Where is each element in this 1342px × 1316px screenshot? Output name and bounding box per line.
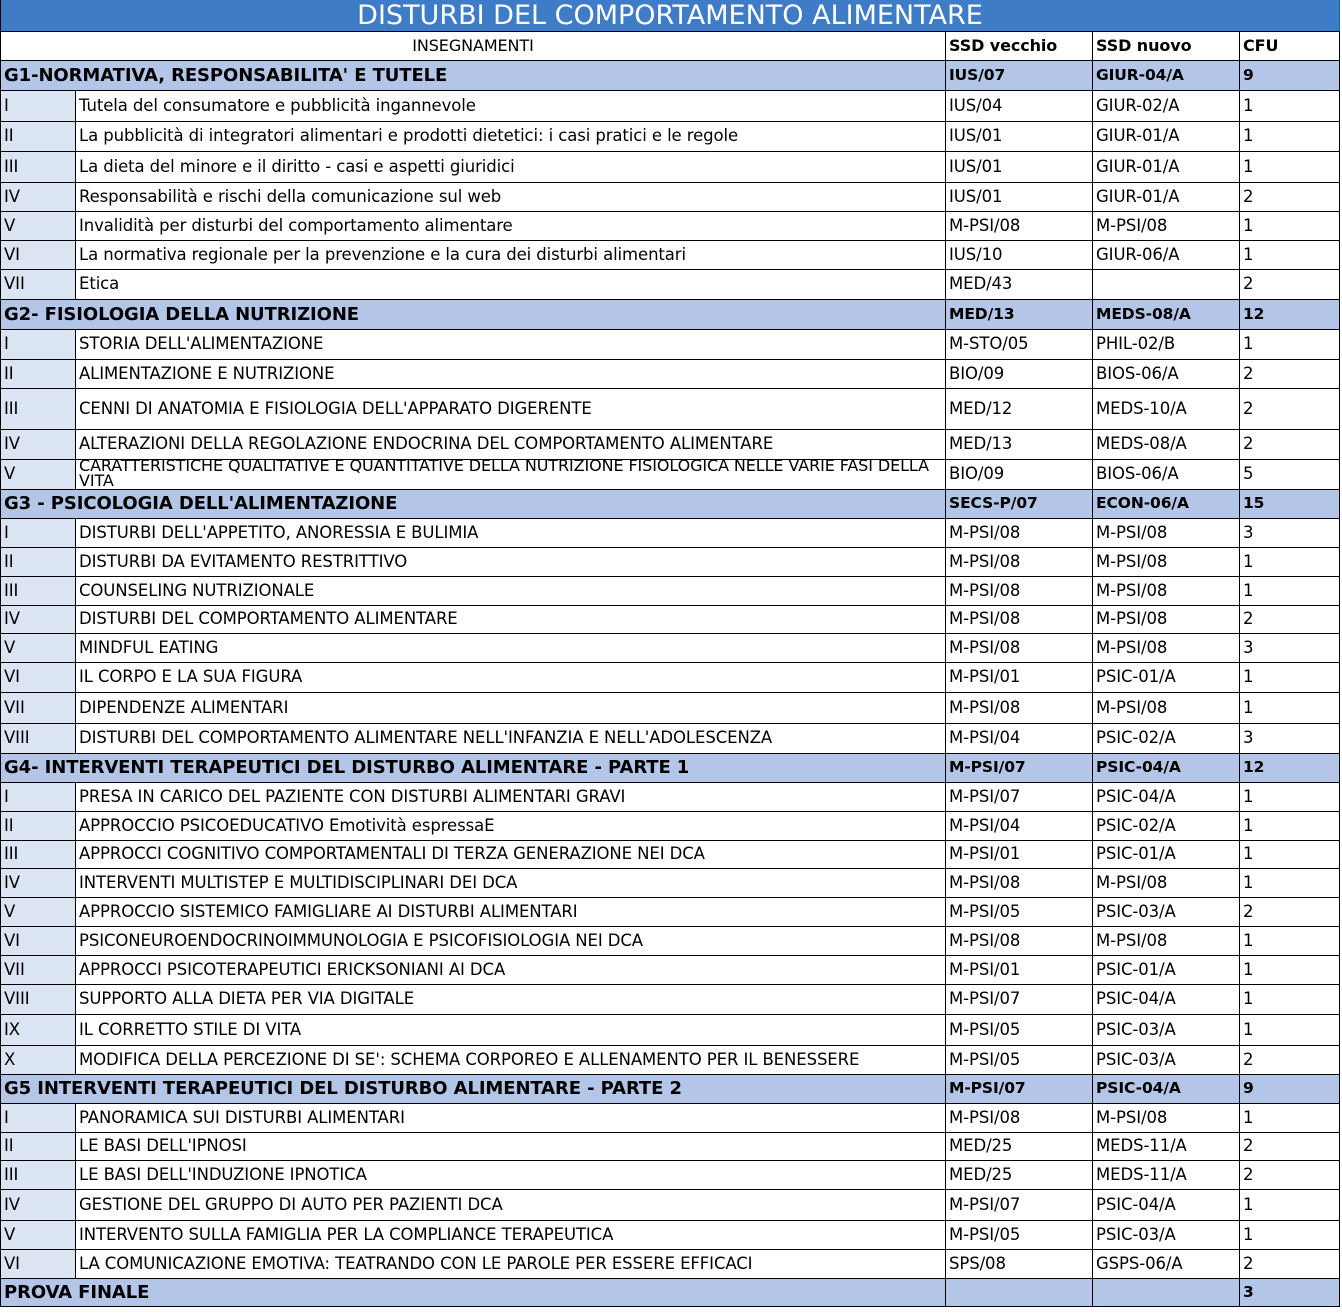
ssd-new-cell: PSIC-03/A bbox=[1093, 1221, 1240, 1250]
table-row bbox=[0, 270, 1340, 300]
cfu-cell: 2 bbox=[1240, 1250, 1340, 1279]
cfu-cell: 1 bbox=[1240, 577, 1340, 606]
row-index: I bbox=[0, 1104, 76, 1133]
table-row bbox=[0, 330, 1340, 360]
ssd-old-cell: M-PSI/08 bbox=[946, 577, 1093, 606]
cfu-cell: 2 bbox=[1240, 270, 1340, 300]
ssd-old-cell: MED/25 bbox=[946, 1133, 1093, 1161]
ssd-old-cell: M-PSI/07 bbox=[946, 783, 1093, 812]
course-name: DISTURBI DEL COMPORTAMENTO ALIMENTARE NELL'INFANZIA E NELL'ADOLESCENZA bbox=[76, 724, 946, 754]
course-name: STORIA DELL'ALIMENTAZIONE bbox=[76, 330, 946, 360]
ssd-new-cell: PHIL-02/B bbox=[1093, 330, 1240, 360]
ssd-new-cell: M-PSI/08 bbox=[1093, 634, 1240, 663]
cfu-cell: 3 bbox=[1240, 634, 1340, 663]
course-name: La dieta del minore e il diritto - casi e aspetti giuridici bbox=[76, 152, 946, 183]
course-name: GESTIONE DEL GRUPPO DI AUTO PER PAZIENTI DCA bbox=[76, 1190, 946, 1221]
ssd-new-cell: M-PSI/08 bbox=[1093, 1104, 1240, 1133]
ssd-old-cell: BIO/09 bbox=[946, 360, 1093, 389]
ssd-old-cell: MED/13 bbox=[946, 300, 1093, 330]
cfu-cell: 12 bbox=[1240, 754, 1340, 783]
group-row bbox=[0, 61, 1340, 91]
course-name: CENNI DI ANATOMIA E FISIOLOGIA DELL'APPARATO DIGERENTE bbox=[76, 389, 946, 430]
group-name: G2- FISIOLOGIA DELLA NUTRIZIONE bbox=[0, 300, 946, 330]
table-row bbox=[0, 212, 1340, 241]
course-name: APPROCCI PSICOTERAPEUTICI ERICKSONIANI AI DCA bbox=[76, 956, 946, 985]
ssd-old-cell: M-PSI/08 bbox=[946, 212, 1093, 241]
ssd-new-cell: PSIC-03/A bbox=[1093, 1015, 1240, 1046]
table-row bbox=[0, 663, 1340, 693]
ssd-new-cell: MEDS-08/A bbox=[1093, 300, 1240, 330]
table-row bbox=[0, 1161, 1340, 1190]
ssd-old-cell: M-PSI/08 bbox=[946, 519, 1093, 548]
group-row bbox=[0, 1075, 1340, 1104]
ssd-new-cell: PSIC-01/A bbox=[1093, 956, 1240, 985]
ssd-new-cell: PSIC-03/A bbox=[1093, 1046, 1240, 1075]
table-row bbox=[0, 1133, 1340, 1161]
row-index: V bbox=[0, 1221, 76, 1250]
header-insegnamenti: INSEGNAMENTI bbox=[0, 32, 946, 61]
course-name bbox=[76, 460, 946, 490]
course-name: IL CORPO E LA SUA FIGURA bbox=[76, 663, 946, 693]
group-row bbox=[0, 754, 1340, 783]
group-name: G4- INTERVENTI TERAPEUTICI DEL DISTURBO ALIMENTARE - PARTE 1 bbox=[0, 754, 946, 783]
row-index: VI bbox=[0, 1250, 76, 1279]
course-name: DIPENDENZE ALIMENTARI bbox=[76, 693, 946, 724]
cfu-cell: 2 bbox=[1240, 1046, 1340, 1075]
ssd-new-cell: PSIC-02/A bbox=[1093, 812, 1240, 841]
ssd-new-cell: PSIC-04/A bbox=[1093, 985, 1240, 1015]
table-row bbox=[0, 360, 1340, 389]
table-row bbox=[0, 241, 1340, 270]
cfu-cell: 1 bbox=[1240, 956, 1340, 985]
cfu-cell: 15 bbox=[1240, 490, 1340, 519]
row-index: IX bbox=[0, 1015, 76, 1046]
header-cfu: CFU bbox=[1240, 32, 1340, 61]
ssd-new-cell: PSIC-03/A bbox=[1093, 898, 1240, 927]
ssd-new-cell: GIUR-01/A bbox=[1093, 122, 1240, 152]
row-index: I bbox=[0, 330, 76, 360]
table-row bbox=[0, 577, 1340, 606]
table-row bbox=[0, 1104, 1340, 1133]
table-row bbox=[0, 927, 1340, 956]
cfu-cell: 1 bbox=[1240, 663, 1340, 693]
cfu-cell: 2 bbox=[1240, 606, 1340, 634]
ssd-new-cell: GIUR-04/A bbox=[1093, 61, 1240, 91]
course-name: APPROCCIO SISTEMICO FAMIGLIARE AI DISTURBI ALIMENTARI bbox=[76, 898, 946, 927]
cfu-cell: 9 bbox=[1240, 61, 1340, 91]
final-row bbox=[0, 1279, 1340, 1307]
cfu-cell: 2 bbox=[1240, 1161, 1340, 1190]
table-row bbox=[0, 634, 1340, 663]
course-name: PANORAMICA SUI DISTURBI ALIMENTARI bbox=[76, 1104, 946, 1133]
row-index: III bbox=[0, 389, 76, 430]
ssd-old-cell: SECS-P/07 bbox=[946, 490, 1093, 519]
ssd-new-cell bbox=[1093, 270, 1240, 300]
cfu-cell: 1 bbox=[1240, 212, 1340, 241]
group-name: G5 INTERVENTI TERAPEUTICI DEL DISTURBO ALIMENTARE - PARTE 2 bbox=[0, 1075, 946, 1104]
course-name: PRESA IN CARICO DEL PAZIENTE CON DISTURBI ALIMENTARI GRAVI bbox=[76, 783, 946, 812]
table-row bbox=[0, 1221, 1340, 1250]
course-name: Tutela del consumatore e pubblicità ingannevole bbox=[76, 91, 946, 122]
course-name: DISTURBI DA EVITAMENTO RESTRITTIVO bbox=[76, 548, 946, 577]
course-name: LE BASI DELL'IPNOSI bbox=[76, 1133, 946, 1161]
row-index: II bbox=[0, 812, 76, 841]
ssd-old-cell: M-PSI/08 bbox=[946, 927, 1093, 956]
table-row bbox=[0, 956, 1340, 985]
ssd-new-cell: ECON-06/A bbox=[1093, 490, 1240, 519]
cfu-cell: 1 bbox=[1240, 122, 1340, 152]
cfu-cell: 1 bbox=[1240, 1015, 1340, 1046]
cfu-cell: 1 bbox=[1240, 869, 1340, 898]
ssd-new-cell: BIOS-06/A bbox=[1093, 460, 1240, 490]
ssd-new-cell: PSIC-02/A bbox=[1093, 724, 1240, 754]
group-name: G3 - PSICOLOGIA DELL'ALIMENTAZIONE bbox=[0, 490, 946, 519]
ssd-old-cell: M-PSI/04 bbox=[946, 812, 1093, 841]
course-name: LE BASI DELL'INDUZIONE IPNOTICA bbox=[76, 1161, 946, 1190]
ssd-old-cell: IUS/10 bbox=[946, 241, 1093, 270]
ssd-new-cell: M-PSI/08 bbox=[1093, 577, 1240, 606]
row-index: VII bbox=[0, 956, 76, 985]
ssd-old-cell: BIO/09 bbox=[946, 460, 1093, 490]
course-name: La pubblicità di integratori alimentari e prodotti dietetici: i casi pratici e le regole bbox=[76, 122, 946, 152]
ssd-new-cell: M-PSI/08 bbox=[1093, 548, 1240, 577]
table-row bbox=[0, 430, 1340, 460]
course-name-text: CARATTERISTICHE QUALITATIVE E QUANTITATIVE DELLA NUTRIZIONE FISIOLOGICA NELLE VARIE FASI DELLA VITA bbox=[79, 460, 929, 490]
course-name: IL CORRETTO STILE DI VITA bbox=[76, 1015, 946, 1046]
ssd-old-cell: IUS/01 bbox=[946, 122, 1093, 152]
row-index: IV bbox=[0, 183, 76, 212]
ssd-new-cell: PSIC-01/A bbox=[1093, 841, 1240, 869]
row-index: III bbox=[0, 841, 76, 869]
ssd-new-cell: PSIC-01/A bbox=[1093, 663, 1240, 693]
table-title: DISTURBI DEL COMPORTAMENTO ALIMENTARE bbox=[0, 0, 1340, 32]
row-index: X bbox=[0, 1046, 76, 1075]
row-index: VI bbox=[0, 663, 76, 693]
ssd-old-cell: IUS/01 bbox=[946, 183, 1093, 212]
group-row bbox=[0, 300, 1340, 330]
header-ssd-vecchio: SSD vecchio bbox=[946, 32, 1093, 61]
cfu-cell: 12 bbox=[1240, 300, 1340, 330]
cfu-cell: 1 bbox=[1240, 783, 1340, 812]
course-name: DISTURBI DEL COMPORTAMENTO ALIMENTARE bbox=[76, 606, 946, 634]
course-name: ALTERAZIONI DELLA REGOLAZIONE ENDOCRINA DEL COMPORTAMENTO ALIMENTARE bbox=[76, 430, 946, 460]
ssd-old-cell: M-PSI/07 bbox=[946, 1075, 1093, 1104]
ssd-new-cell: GSPS-06/A bbox=[1093, 1250, 1240, 1279]
ssd-old-cell: M-PSI/05 bbox=[946, 1015, 1093, 1046]
ssd-new-cell: GIUR-01/A bbox=[1093, 152, 1240, 183]
cfu-cell: 3 bbox=[1240, 519, 1340, 548]
ssd-new-cell: PSIC-04/A bbox=[1093, 783, 1240, 812]
cfu-cell: 2 bbox=[1240, 183, 1340, 212]
ssd-new-cell: M-PSI/08 bbox=[1093, 519, 1240, 548]
ssd-old-cell: M-PSI/07 bbox=[946, 754, 1093, 783]
table-row bbox=[0, 548, 1340, 577]
cfu-cell: 1 bbox=[1240, 693, 1340, 724]
ssd-old-cell: M-PSI/07 bbox=[946, 1190, 1093, 1221]
row-index: VIII bbox=[0, 724, 76, 754]
ssd-old-cell: M-PSI/05 bbox=[946, 898, 1093, 927]
row-index: III bbox=[0, 1161, 76, 1190]
row-index: I bbox=[0, 91, 76, 122]
cfu-cell: 5 bbox=[1240, 460, 1340, 490]
table-row bbox=[0, 812, 1340, 841]
ssd-new-cell: M-PSI/08 bbox=[1093, 606, 1240, 634]
course-name: INTERVENTI MULTISTEP E MULTIDISCIPLINARI DEI DCA bbox=[76, 869, 946, 898]
ssd-old-cell: IUS/01 bbox=[946, 152, 1093, 183]
ssd-old-cell: M-PSI/05 bbox=[946, 1046, 1093, 1075]
table-row bbox=[0, 898, 1340, 927]
header-row bbox=[0, 32, 1340, 61]
ssd-old-cell: IUS/04 bbox=[946, 91, 1093, 122]
table-row bbox=[0, 783, 1340, 812]
header-ssd-nuovo: SSD nuovo bbox=[1093, 32, 1240, 61]
table-body bbox=[0, 61, 1340, 1307]
cfu-cell: 1 bbox=[1240, 1104, 1340, 1133]
group-name: PROVA FINALE bbox=[0, 1279, 946, 1307]
row-index: I bbox=[0, 783, 76, 812]
ssd-new-cell: GIUR-06/A bbox=[1093, 241, 1240, 270]
course-name: SUPPORTO ALLA DIETA PER VIA DIGITALE bbox=[76, 985, 946, 1015]
cfu-cell: 1 bbox=[1240, 1221, 1340, 1250]
ssd-old-cell: M-PSI/08 bbox=[946, 693, 1093, 724]
ssd-old-cell: M-PSI/07 bbox=[946, 985, 1093, 1015]
ssd-new-cell: M-PSI/08 bbox=[1093, 693, 1240, 724]
ssd-old-cell: M-PSI/01 bbox=[946, 841, 1093, 869]
cfu-cell: 1 bbox=[1240, 985, 1340, 1015]
ssd-old-cell: M-PSI/04 bbox=[946, 724, 1093, 754]
row-index: I bbox=[0, 519, 76, 548]
table-row bbox=[0, 724, 1340, 754]
ssd-old-cell bbox=[946, 1279, 1093, 1307]
course-name: ALIMENTAZIONE E NUTRIZIONE bbox=[76, 360, 946, 389]
table-row bbox=[0, 183, 1340, 212]
cfu-cell: 2 bbox=[1240, 360, 1340, 389]
ssd-old-cell: MED/25 bbox=[946, 1161, 1093, 1190]
ssd-old-cell: M-STO/05 bbox=[946, 330, 1093, 360]
cfu-cell: 2 bbox=[1240, 430, 1340, 460]
ssd-new-cell bbox=[1093, 1279, 1240, 1307]
course-name: LA COMUNICAZIONE EMOTIVA: TEATRANDO CON LE PAROLE PER ESSERE EFFICACI bbox=[76, 1250, 946, 1279]
ssd-old-cell: MED/43 bbox=[946, 270, 1093, 300]
cfu-cell: 3 bbox=[1240, 724, 1340, 754]
ssd-old-cell: M-PSI/08 bbox=[946, 606, 1093, 634]
table-row bbox=[0, 519, 1340, 548]
ssd-old-cell: SPS/08 bbox=[946, 1250, 1093, 1279]
row-index: II bbox=[0, 122, 76, 152]
row-index: IV bbox=[0, 869, 76, 898]
ssd-new-cell: M-PSI/08 bbox=[1093, 869, 1240, 898]
course-name: APPROCCI COGNITIVO COMPORTAMENTALI DI TERZA GENERAZIONE NEI DCA bbox=[76, 841, 946, 869]
table-row bbox=[0, 389, 1340, 430]
table-row bbox=[0, 1190, 1340, 1221]
table-row bbox=[0, 91, 1340, 122]
row-index: VIII bbox=[0, 985, 76, 1015]
ssd-new-cell: BIOS-06/A bbox=[1093, 360, 1240, 389]
ssd-old-cell: M-PSI/08 bbox=[946, 1104, 1093, 1133]
row-index: VI bbox=[0, 241, 76, 270]
row-index: III bbox=[0, 152, 76, 183]
ssd-new-cell: PSIC-04/A bbox=[1093, 1190, 1240, 1221]
ssd-new-cell: MEDS-11/A bbox=[1093, 1161, 1240, 1190]
table-row bbox=[0, 693, 1340, 724]
cfu-cell: 1 bbox=[1240, 152, 1340, 183]
course-name: INTERVENTO SULLA FAMIGLIA PER LA COMPLIANCE TERAPEUTICA bbox=[76, 1221, 946, 1250]
group-name: G1-NORMATIVA, RESPONSABILITA' E TUTELE bbox=[0, 61, 946, 91]
table-row bbox=[0, 841, 1340, 869]
row-index: V bbox=[0, 460, 76, 490]
course-name: La normativa regionale per la prevenzione e la cura dei disturbi alimentari bbox=[76, 241, 946, 270]
row-index: III bbox=[0, 577, 76, 606]
table-row bbox=[0, 1046, 1340, 1075]
cfu-cell: 2 bbox=[1240, 1133, 1340, 1161]
course-name: Invalidità per disturbi del comportamento alimentare bbox=[76, 212, 946, 241]
cfu-cell: 1 bbox=[1240, 548, 1340, 577]
ssd-new-cell: GIUR-02/A bbox=[1093, 91, 1240, 122]
ssd-new-cell: M-PSI/08 bbox=[1093, 212, 1240, 241]
course-name: DISTURBI DELL'APPETITO, ANORESSIA E BULIMIA bbox=[76, 519, 946, 548]
ssd-new-cell: PSIC-04/A bbox=[1093, 1075, 1240, 1104]
course-name: Etica bbox=[76, 270, 946, 300]
ssd-old-cell: M-PSI/08 bbox=[946, 548, 1093, 577]
table-row bbox=[0, 460, 1340, 490]
course-name: MINDFUL EATING bbox=[76, 634, 946, 663]
course-name: PSICONEUROENDOCRINOIMMUNOLOGIA E PSICOFISIOLOGIA NEI DCA bbox=[76, 927, 946, 956]
ssd-old-cell: M-PSI/08 bbox=[946, 634, 1093, 663]
table-row bbox=[0, 869, 1340, 898]
ssd-old-cell: M-PSI/08 bbox=[946, 869, 1093, 898]
ssd-old-cell: MED/12 bbox=[946, 389, 1093, 430]
table-row bbox=[0, 152, 1340, 183]
row-index: IV bbox=[0, 430, 76, 460]
group-row bbox=[0, 490, 1340, 519]
row-index: V bbox=[0, 212, 76, 241]
cfu-cell: 9 bbox=[1240, 1075, 1340, 1104]
row-index: VII bbox=[0, 270, 76, 300]
ssd-old-cell: MED/13 bbox=[946, 430, 1093, 460]
course-name: MODIFICA DELLA PERCEZIONE DI SE': SCHEMA CORPOREO E ALLENAMENTO PER IL BENESSERE bbox=[76, 1046, 946, 1075]
row-index: II bbox=[0, 1133, 76, 1161]
row-index: II bbox=[0, 360, 76, 389]
cfu-cell: 1 bbox=[1240, 330, 1340, 360]
cfu-cell: 1 bbox=[1240, 241, 1340, 270]
course-name: Responsabilità e rischi della comunicazione sul web bbox=[76, 183, 946, 212]
cfu-cell: 1 bbox=[1240, 91, 1340, 122]
ssd-old-cell: M-PSI/05 bbox=[946, 1221, 1093, 1250]
row-index: II bbox=[0, 548, 76, 577]
ssd-old-cell: M-PSI/01 bbox=[946, 956, 1093, 985]
cfu-cell: 2 bbox=[1240, 389, 1340, 430]
ssd-new-cell: MEDS-10/A bbox=[1093, 389, 1240, 430]
ssd-old-cell: M-PSI/01 bbox=[946, 663, 1093, 693]
row-index: VI bbox=[0, 927, 76, 956]
course-name: APPROCCIO PSICOEDUCATIVO Emotività espressaE bbox=[76, 812, 946, 841]
table-row bbox=[0, 985, 1340, 1015]
row-index: IV bbox=[0, 606, 76, 634]
cfu-cell: 3 bbox=[1240, 1279, 1340, 1307]
ssd-old-cell: IUS/07 bbox=[946, 61, 1093, 91]
ssd-new-cell: PSIC-04/A bbox=[1093, 754, 1240, 783]
cfu-cell: 1 bbox=[1240, 1190, 1340, 1221]
row-index: VII bbox=[0, 693, 76, 724]
cfu-cell: 2 bbox=[1240, 898, 1340, 927]
cfu-cell: 1 bbox=[1240, 927, 1340, 956]
cfu-cell: 1 bbox=[1240, 812, 1340, 841]
table-row bbox=[0, 122, 1340, 152]
table-row bbox=[0, 1015, 1340, 1046]
ssd-new-cell: MEDS-08/A bbox=[1093, 430, 1240, 460]
ssd-new-cell: GIUR-01/A bbox=[1093, 183, 1240, 212]
table-row bbox=[0, 606, 1340, 634]
row-index: IV bbox=[0, 1190, 76, 1221]
row-index: V bbox=[0, 634, 76, 663]
row-index: V bbox=[0, 898, 76, 927]
cfu-cell: 1 bbox=[1240, 841, 1340, 869]
ssd-new-cell: MEDS-11/A bbox=[1093, 1133, 1240, 1161]
ssd-new-cell: M-PSI/08 bbox=[1093, 927, 1240, 956]
course-name: COUNSELING NUTRIZIONALE bbox=[76, 577, 946, 606]
table-row bbox=[0, 1250, 1340, 1279]
